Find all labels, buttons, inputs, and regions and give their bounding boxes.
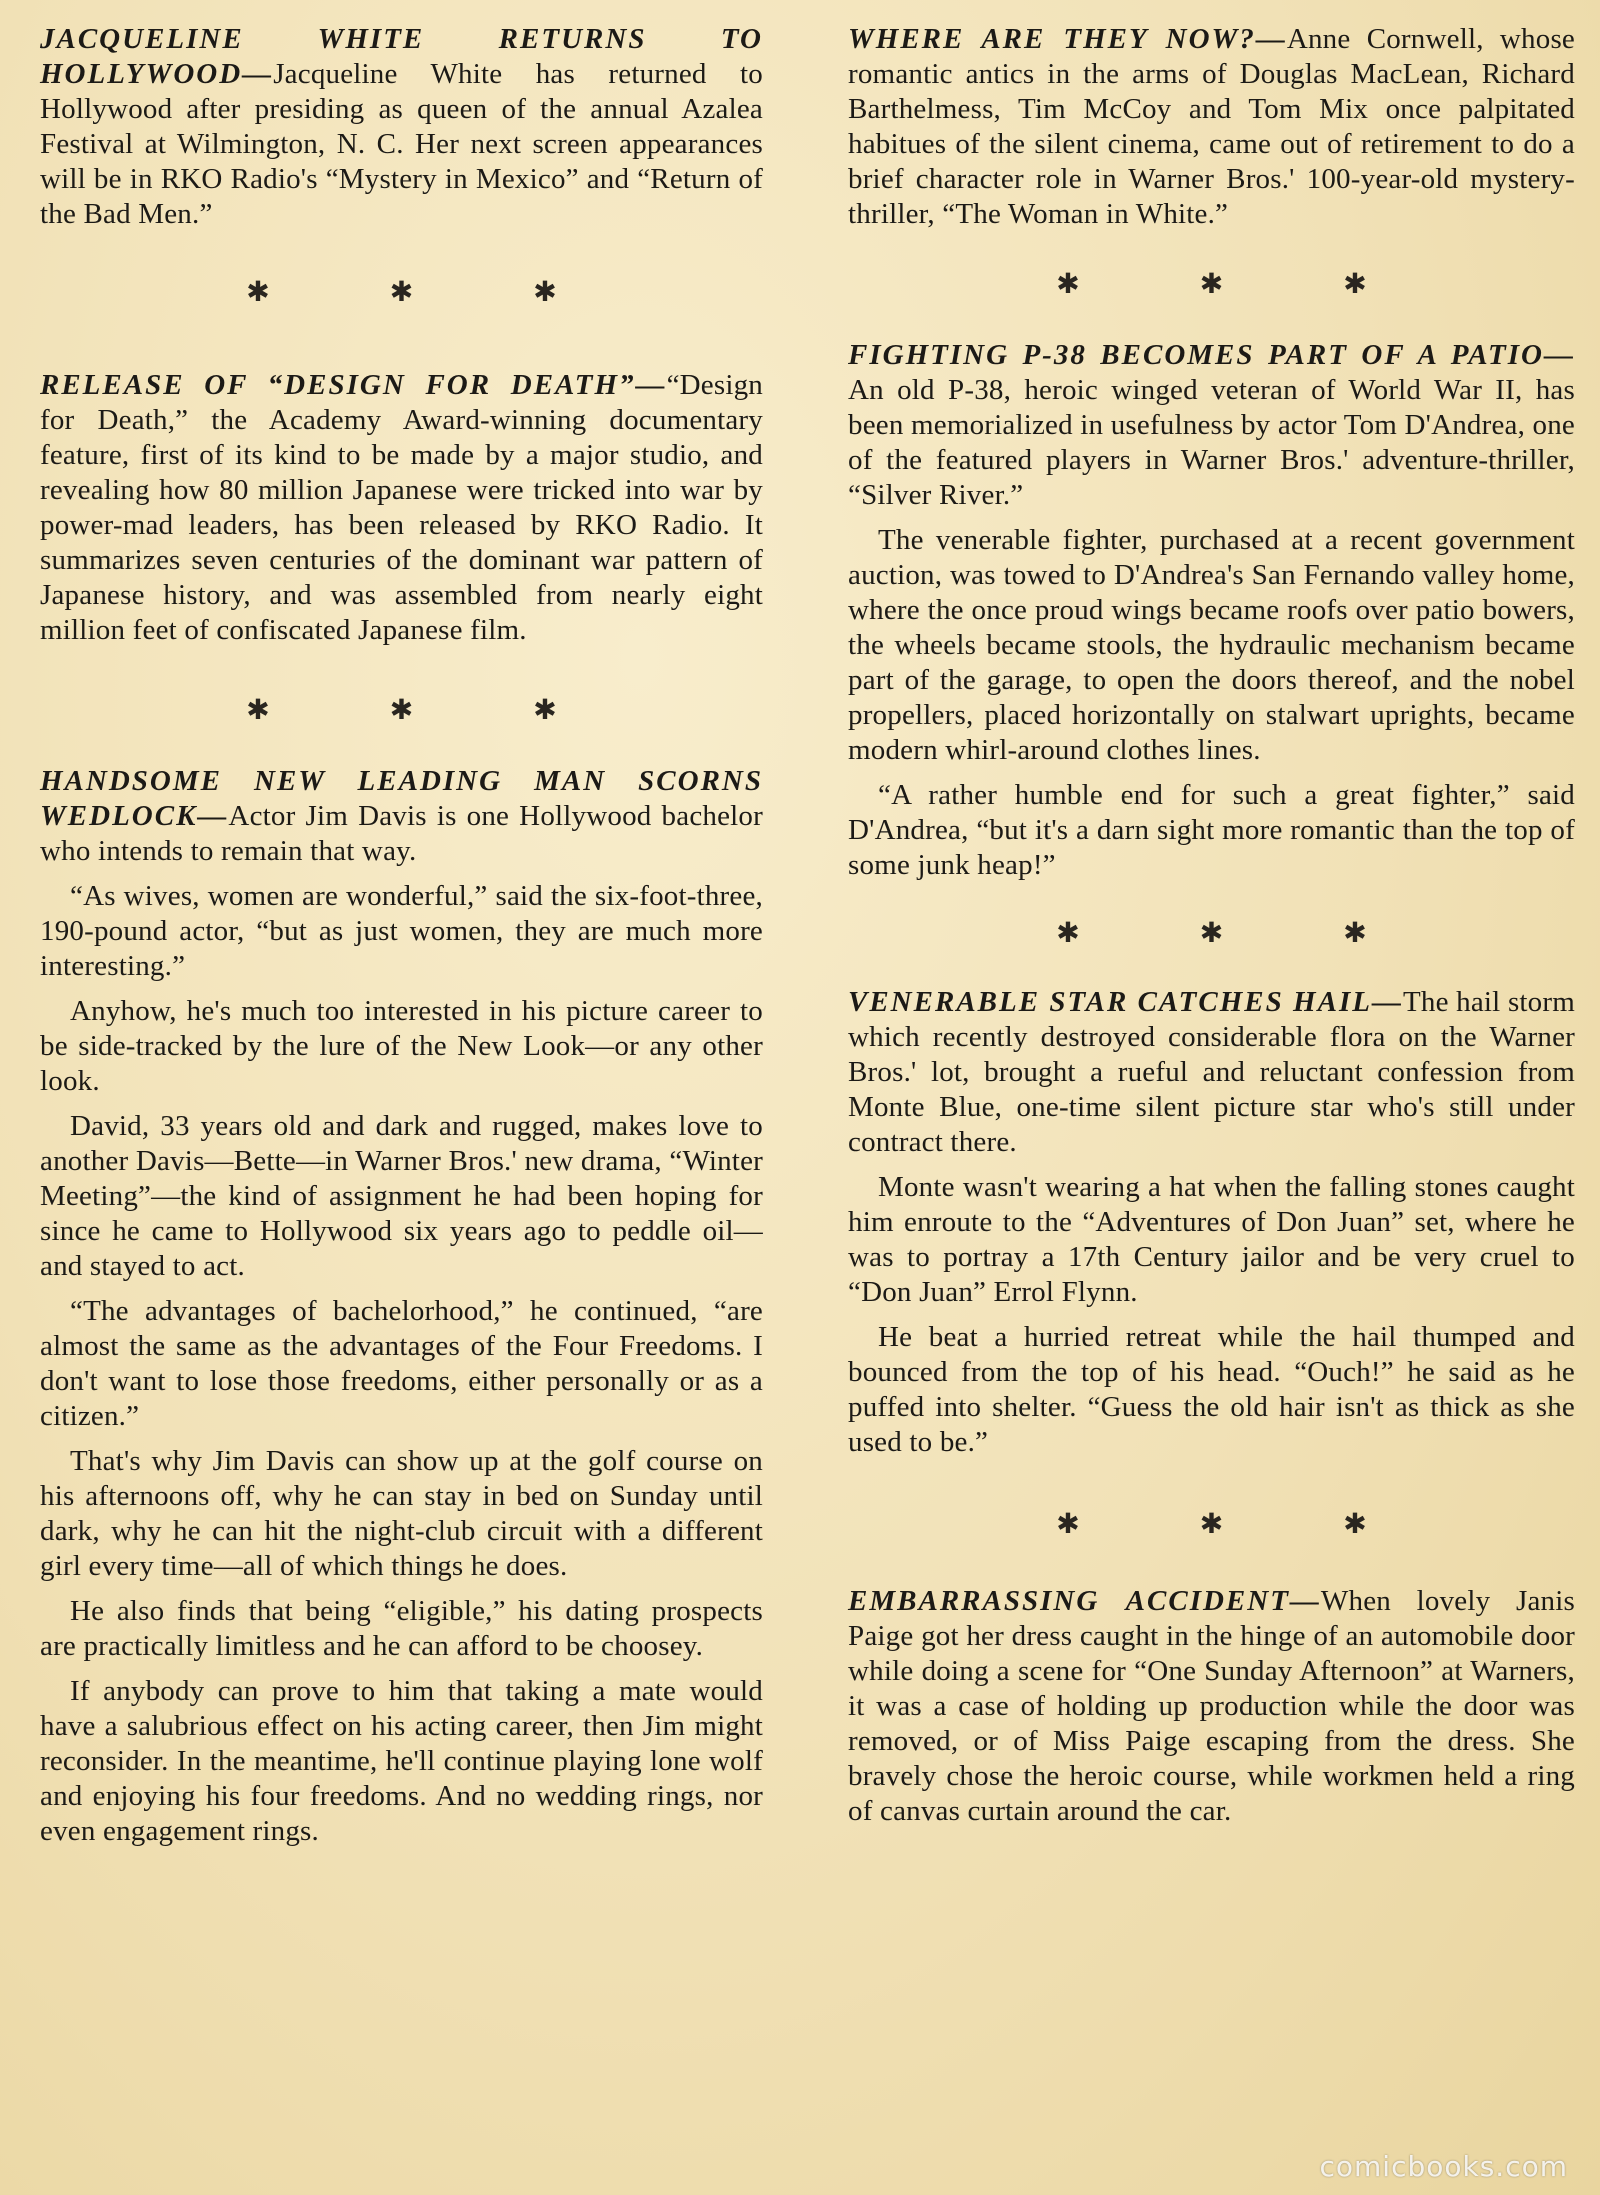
section-separator	[40, 696, 763, 726]
asterisk-icon: ✱	[1199, 1509, 1224, 1540]
article-body: Anne Cornwell, whose romantic antics in the arms of Douglas MacLean, Richard Barthelmess, Tim McCoy and Tom Mix once palpitated habitues of the silent cinema, came out of retirement to do a brief character role in Warner Bros.' 100-year-old mystery-thriller, “The Woman in White.”	[848, 23, 1575, 230]
article-body: When lovely Janis Paige got her dress caught in the hinge of an automobile door while doing a scene for “One Sunday Afternoon” at Warners, it was a case of holding up production while the door was removed, or of Miss Paige escaping from the dress. She bravely chose the heroic course, while workmen held a ring of canvas curtain around the car.	[848, 1585, 1575, 1827]
article-paragraph: David, 33 years old and dark and rugged, makes love to another Davis—Bette—in Warner Bros.' new drama, “Winter Meeting”—the kind of assignment he had been hoping for since he came to Hollywood six years ago to peddle oil—and stayed to act.	[40, 1110, 763, 1282]
article-paragraph: “As wives, women are wonderful,” said the six-foot-three, 190-pound actor, “but as just women, they are much more interesting.”	[40, 880, 763, 982]
article-embarrassing-accident	[848, 1584, 1575, 1829]
article-venerable-star	[848, 985, 1575, 1460]
article-headline: EMBARRASSING ACCIDENT—	[848, 1585, 1321, 1617]
article-paragraph: The hail storm which recently destroyed considerable flora on the Warner Bros.' lot, brought a rueful and reluctant confession from Monte Blue, one-time silent picture star who's still under contract there.	[848, 986, 1575, 1158]
asterisk-icon: ✱	[1056, 918, 1080, 949]
article-headline: VENERABLE STAR CATCHES HAIL—	[848, 986, 1403, 1018]
article-jacqueline-white	[40, 22, 763, 232]
article-headline: RELEASE OF “DESIGN FOR DEATH”—	[40, 369, 667, 401]
article-paragraph: That's why Jim Davis can show up at the golf course on his afternoons off, why he can stay in bed on Sunday until dark, why he can hit the night-club circuit with a different girl every time—all of which things he does.	[40, 1445, 763, 1582]
section-separator	[40, 278, 763, 308]
article-design-for-death	[40, 368, 763, 648]
article-paragraph: “A rather humble end for such a great fighter,” said D'Andrea, “but it's a darn sight more romantic than the top of some junk heap!”	[848, 779, 1575, 881]
left-column	[40, 22, 763, 1859]
asterisk-icon: ✱	[389, 695, 414, 726]
article-leading-man	[40, 764, 763, 1849]
article-paragraph: He also finds that being “eligible,” his dating prospects are practically limitless and he can afford to be choosey.	[40, 1595, 763, 1662]
article-paragraph: Monte wasn't wearing a hat when the falling stones caught him enroute to the “Adventures of Don Juan” set, where he was to portray a 17th Century jailor and be very cruel to “Don Juan” Errol Flynn.	[848, 1171, 1575, 1308]
article-where-are-they-now	[848, 22, 1575, 232]
article-body: “Design for Death,” the Academy Award-winning documentary feature, first of its kind to be made by a major studio, and revealing how 80 million Japanese were tricked into war by power-mad leaders, has been released by RKO Radio. It summarizes seven centuries of the dominant war pattern of Japanese history, and was assembled from nearly eight million feet of confiscated Japanese film.	[40, 369, 763, 646]
article-paragraph: The venerable fighter, purchased at a recent government auction, was towed to D'Andrea's San Fernando valley home, where the once proud wings became roofs over patio bowers, the wheels became stools, the hydraulic mechanism became part of the garage, to open the doors thereof, and the nobel propellers, placed horizontally on stalwart uprights, became modern whirl-around clothes lines.	[848, 524, 1575, 766]
asterisk-icon: ✱	[533, 695, 557, 726]
article-p38-patio	[848, 338, 1575, 883]
right-column	[848, 22, 1575, 1839]
article-headline: WHERE ARE THEY NOW?—	[848, 23, 1287, 55]
article-headline: FIGHTING P-38 BECOMES PART OF A PATIO—	[848, 339, 1575, 371]
asterisk-icon: ✱	[1343, 269, 1367, 300]
section-separator	[848, 919, 1575, 949]
section-separator	[848, 1510, 1575, 1540]
asterisk-icon: ✱	[389, 277, 414, 308]
asterisk-icon: ✱	[1056, 269, 1080, 300]
article-headline: JACQUELINE WHITE RETURNS TO HOLLYWOOD—	[40, 23, 763, 90]
watermark: comicbooks.com	[1319, 2150, 1568, 2183]
asterisk-icon: ✱	[246, 695, 270, 726]
asterisk-icon: ✱	[1056, 1509, 1080, 1540]
asterisk-icon: ✱	[1343, 918, 1367, 949]
asterisk-icon: ✱	[1199, 918, 1224, 949]
asterisk-icon: ✱	[1343, 1509, 1367, 1540]
article-paragraph: Actor Jim Davis is one Hollywood bachelor who intends to remain that way.	[40, 800, 763, 867]
article-paragraph: He beat a hurried retreat while the hail thumped and bounced from the top of his head. “Ouch!” he said as he puffed into shelter. “Guess the old hair isn't as thick as she used to be.”	[848, 1321, 1575, 1458]
asterisk-icon: ✱	[246, 277, 270, 308]
asterisk-icon: ✱	[1199, 269, 1224, 300]
article-paragraph: If anybody can prove to him that taking a mate would have a salubrious effect on his acting career, then Jim might reconsider. In the meantime, he'll continue playing lone wolf and enjoying his four freedoms. And no wedding rings, nor even engagement rings.	[40, 1675, 763, 1847]
asterisk-icon: ✱	[533, 277, 557, 308]
article-headline: HANDSOME NEW LEADING MAN SCORNS WEDLOCK—	[40, 765, 763, 832]
article-paragraph: An old P-38, heroic winged veteran of World War II, has been memorialized in usefulness by actor Tom D'Andrea, one of the featured players in Warner Bros.' adventure-thriller, “Silver River.”	[848, 374, 1575, 511]
article-paragraph: “The advantages of bachelorhood,” he continued, “are almost the same as the advantages of the Four Freedoms. I don't want to lose those freedoms, either personally or as a citizen.”	[40, 1295, 763, 1432]
article-paragraph: Anyhow, he's much too interested in his picture career to be side-tracked by the lure of the New Look—or any other look.	[40, 995, 763, 1097]
article-body: Jacqueline White has returned to Hollywood after presiding as queen of the annual Azalea Festival at Wilmington, N. C. Her next screen appearances will be in RKO Radio's “Mystery in Mexico” and “Return of the Bad Men.”	[40, 58, 763, 230]
section-separator	[848, 270, 1575, 300]
